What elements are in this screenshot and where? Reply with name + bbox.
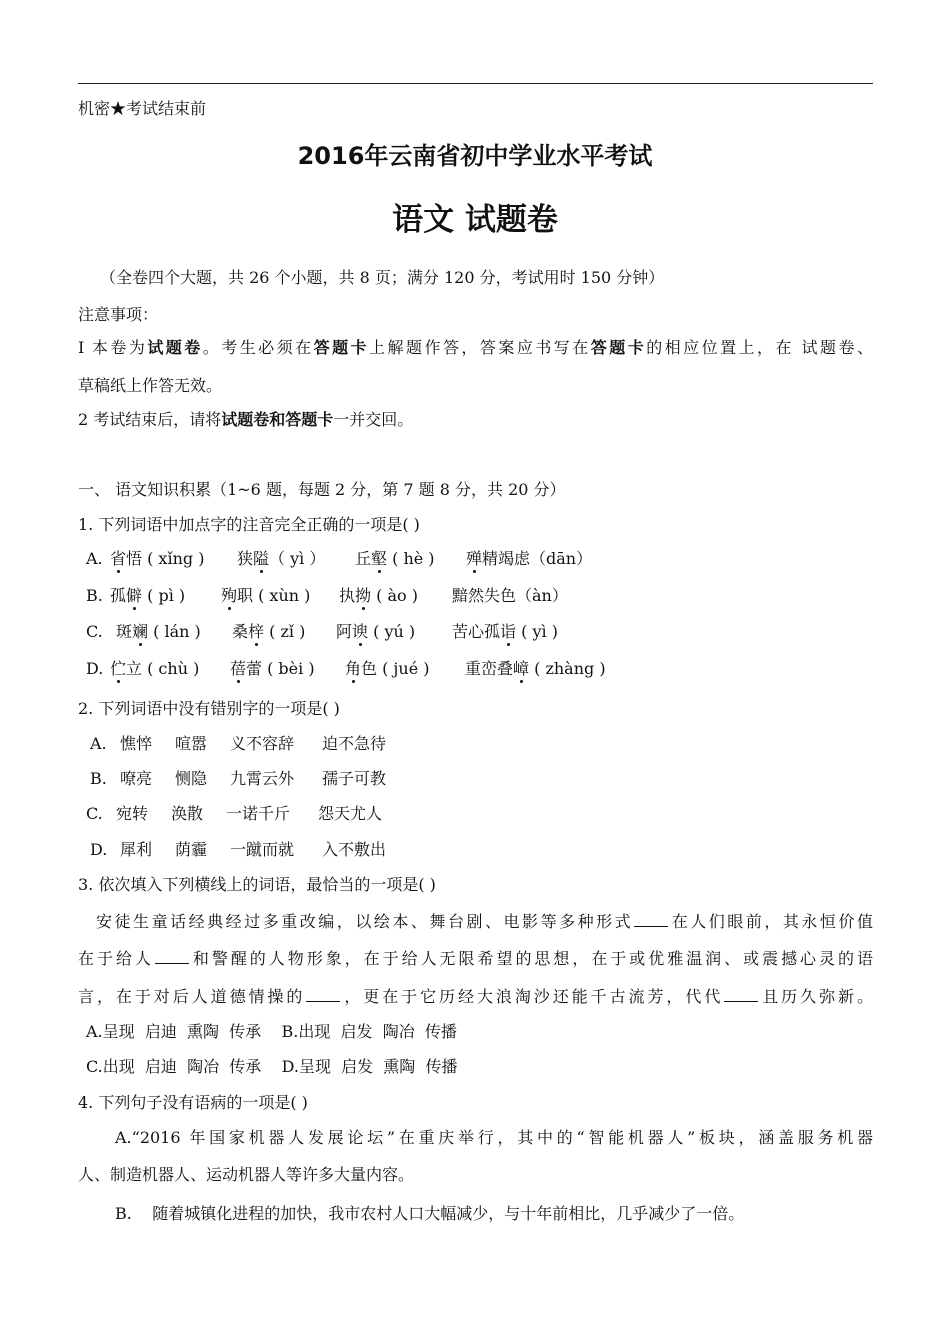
notice-item-1: I 本卷为试题卷。考生必须在答题卡上解题作答，答案应书写在答题卡的相应位置上，在 试题卷、 bbox=[78, 338, 873, 357]
question-3-stem: 3. 依次填入下列横线上的词语，最恰当的一项是( ) bbox=[78, 875, 436, 894]
q3-passage-line-1: 安徒生童话经典经过多重改编，以绘本、舞台剧、电影等多种形式 在人们眼前，其永恒价值 bbox=[96, 912, 873, 931]
fill-blank-2 bbox=[155, 949, 189, 964]
q3-options-ab: A.呈现 启迪 熏陶 传承 B.出现 启发 陶冶 传播 bbox=[86, 1022, 457, 1041]
exam-title: 2016年云南省初中学业水平考试 bbox=[297, 142, 653, 170]
question-1-stem: 1. 下列词语中加点字的注音完全正确的一项是( ) bbox=[78, 515, 420, 534]
q1-option-a: A. 省悟 ( xǐng ) 狭隘（ yì ） 丘壑 ( hè ) 殚精竭虑（dān） bbox=[86, 549, 593, 568]
question-2-stem: 2. 下列词语中没有错别字的一项是( ) bbox=[78, 699, 340, 718]
confidential-label: 机密★考试结束前 bbox=[78, 99, 207, 118]
q3-passage-line-2: 在于给人 和警醒的人物形象，在于给人无限希望的思想，在于或优雅温润、或震撼心灵的语 bbox=[78, 949, 873, 968]
paper-subtitle: 语文 试题卷 bbox=[392, 202, 558, 238]
fill-blank-4 bbox=[724, 987, 758, 1002]
q2-option-c: C. 宛转 涣散 一诺千斤 怨天尤人 bbox=[86, 804, 383, 823]
question-4-stem: 4. 下列句子没有语病的一项是( ) bbox=[78, 1093, 308, 1112]
q1-option-c: C. 斑斓 ( lán ) 桑梓 ( zǐ ) 阿谀 ( yú ) 苦心孤诣 ( yì ) bbox=[86, 622, 558, 641]
fill-blank-1 bbox=[634, 912, 668, 927]
fill-blank-3 bbox=[306, 987, 340, 1002]
notice-item-1-cont: 草稿纸上作答无效。 bbox=[78, 376, 223, 395]
notice-item-2: 2 考试结束后，请将试题卷和答题卡一并交回。 bbox=[78, 410, 414, 429]
q4-option-b: B. 随着城镇化进程的加快，我市农村人口大幅减少，与十年前相比，几乎减少了一倍。 bbox=[115, 1204, 745, 1223]
q1-option-b: B. 孤僻 ( pì ) 殉职 ( xùn ) 执拗 ( ào ) 黯然失色（àn） bbox=[86, 586, 568, 605]
notice-label: 注意事项： bbox=[78, 305, 159, 324]
section-heading: 一、 语文知识积累（1~6 题，每题 2 分，第 7 题 8 分，共 20 分） bbox=[78, 480, 566, 499]
q2-option-d: D. 犀利 荫霾 一蹴而就 入不敷出 bbox=[90, 840, 387, 859]
q2-option-b: B. 嘹亮 恻隐 九霄云外 孺子可教 bbox=[90, 769, 387, 788]
exam-info: （全卷四个大题，共 26 个小题，共 8 页；满分 120 分，考试用时 150 分钟） bbox=[100, 268, 665, 287]
q4-option-a-line-1: A.“2016 年国家机器人发展论坛”在重庆举行，其中的“智能机器人”板块，涵盖服务机器 bbox=[115, 1128, 873, 1147]
q4-option-a-line-2: 人、制造机器人、运动机器人等许多大量内容。 bbox=[78, 1165, 415, 1184]
q1-option-d: D. 伫立 ( chù ) 蓓蕾 ( bèi ) 角色 ( jué ) 重峦叠嶂 ( zhàng ) bbox=[86, 659, 606, 678]
q2-option-a: A. 憔悴 喧嚣 义不容辞 迫不急待 bbox=[90, 734, 387, 753]
q3-options-cd: C.出现 启迪 陶冶 传承 D.呈现 启发 熏陶 传播 bbox=[86, 1057, 458, 1076]
header-rule bbox=[78, 83, 873, 84]
q3-passage-line-3: 言，在于对后人道德情操的 ，更在于它历经大浪淘沙还能千古流芳，代代 且历久弥新。 bbox=[78, 987, 873, 1006]
